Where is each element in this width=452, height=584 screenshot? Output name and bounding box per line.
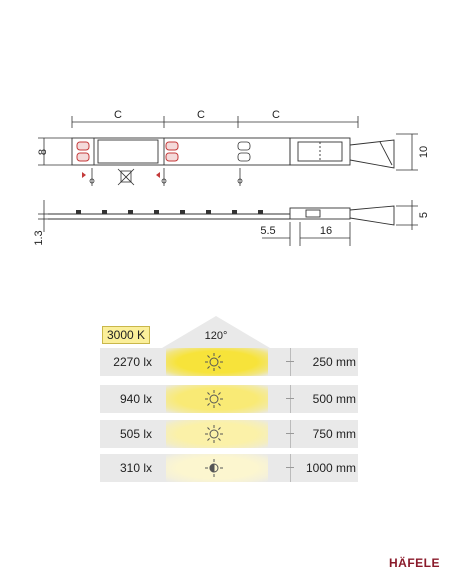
distance-value: 250 mm <box>312 355 356 369</box>
scissors-icons <box>90 168 242 186</box>
row-divider <box>290 454 291 482</box>
brand-logo: HÄFELE <box>389 556 440 570</box>
strip-side-view <box>48 206 394 225</box>
distance-value: 500 mm <box>312 392 356 406</box>
lux-value: 940 lx <box>119 392 152 406</box>
lux-value: 310 lx <box>119 461 152 475</box>
distance-value: 1000 mm <box>305 461 356 475</box>
dim-c-3: C <box>272 109 280 121</box>
light-row <box>100 454 358 482</box>
dim-height-8: 8 <box>37 148 49 156</box>
distance-value: 750 mm <box>312 427 356 441</box>
dimension-1-3 <box>38 200 50 232</box>
sun-icon <box>204 389 224 409</box>
distance-tick <box>286 398 294 399</box>
lux-value: 2270 lx <box>113 355 152 369</box>
row-divider <box>290 385 291 413</box>
no-dispose-icon <box>118 169 134 185</box>
solder-pads-grey <box>238 142 250 161</box>
row-divider <box>290 420 291 448</box>
color-temp-label: 3000 K <box>106 328 146 342</box>
dim-height-10: 10 <box>418 145 430 159</box>
half-sun-icon <box>204 458 224 478</box>
dim-height-5: 5 <box>418 211 430 219</box>
color-temp-badge <box>102 326 150 344</box>
dim-connector: 16 <box>319 225 333 237</box>
dim-c-1: C <box>114 109 122 121</box>
sun-icon <box>204 424 224 444</box>
sun-icon <box>204 352 224 372</box>
strip-top-view <box>72 138 394 168</box>
distance-tick <box>286 467 294 468</box>
row-divider <box>290 348 291 376</box>
light-row <box>100 348 358 376</box>
led-chips <box>76 210 263 214</box>
dimension-10 <box>396 134 418 170</box>
distance-tick <box>286 361 294 362</box>
light-row <box>100 420 358 448</box>
beam-angle-label: 120° <box>204 330 228 342</box>
lux-value: 505 lx <box>119 427 152 441</box>
dim-gap: 5.5 <box>260 225 276 237</box>
light-row <box>100 385 358 413</box>
dim-thickness: 1.3 <box>33 230 45 246</box>
distance-tick <box>286 433 294 434</box>
dim-c-2: C <box>197 109 205 121</box>
dimension-5 <box>396 200 418 230</box>
